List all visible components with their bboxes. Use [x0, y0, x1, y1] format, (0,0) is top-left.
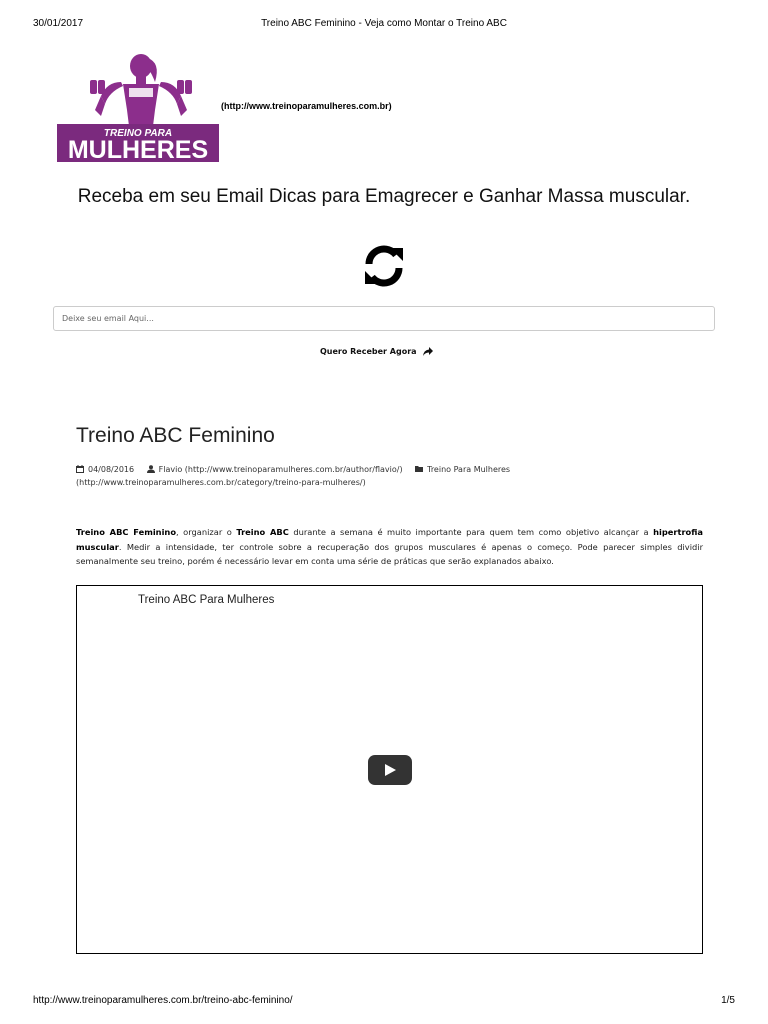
print-url: http://www.treinoparamulheres.com.br/treino-abc-feminino/ — [33, 995, 293, 1006]
intro-bold-1: Treino ABC Feminino — [76, 527, 177, 537]
refresh-icon — [361, 244, 407, 288]
post-author-link[interactable]: Flavio (http://www.treinoparamulheres.com.br/author/flavio/) — [158, 465, 403, 474]
submit-button-label: Quero Receber Agora — [320, 346, 417, 356]
email-input[interactable] — [53, 306, 715, 331]
submit-button[interactable] — [320, 343, 433, 359]
intro-bold-3: Treino ABC — [236, 527, 289, 537]
share-icon — [423, 347, 433, 356]
logo-line2: MULHERES — [67, 136, 209, 162]
play-button[interactable] — [368, 755, 412, 785]
post-intro — [76, 525, 703, 569]
print-page-number: 1/5 — [721, 995, 735, 1006]
user-icon — [147, 465, 155, 473]
logo-woman-icon — [57, 52, 219, 162]
folder-icon — [415, 465, 423, 473]
intro-bold-5: hipertrofia muscular — [76, 527, 704, 552]
play-icon — [385, 764, 396, 776]
intro-text-6: . Medir a intensidade, ter controle sobre a recuperação dos grupos musculares é apenas o começo. Pode parecer simples dividir semanalmente seu treino, porém é necessário levar em conta uma série de práticas que serão explanados abaixo. — [76, 541, 703, 566]
intro-text-2: , organizar o — [176, 527, 237, 537]
post-meta — [76, 463, 696, 489]
video-title[interactable]: Treino ABC Para Mulheres — [138, 594, 275, 606]
post-category-link[interactable]: Treino Para Mulheres (http://www.treinoparamulheres.com.br/category/treino-para-mulheres/) — [76, 465, 511, 487]
print-title: Treino ABC Feminino - Veja como Montar o Treino ABC — [261, 18, 507, 29]
newsletter-heading: Receba em seu Email Dicas para Emagrecer e Ganhar Massa muscular. — [77, 186, 691, 207]
video-embed[interactable] — [76, 585, 703, 954]
site-url-link[interactable]: (http://www.treinoparamulheres.com.br) — [221, 101, 392, 111]
logo-line1: TREINO PARA — [103, 128, 173, 139]
site-logo[interactable] — [57, 52, 219, 162]
print-date: 30/01/2017 — [33, 18, 84, 29]
post-title: Treino ABC Feminino — [76, 424, 275, 447]
post-date: 04/08/2016 — [88, 465, 135, 474]
intro-text-4: durante a semana é muito importante para quem tem como objetivo alcançar a — [288, 527, 654, 537]
calendar-icon — [76, 465, 84, 473]
